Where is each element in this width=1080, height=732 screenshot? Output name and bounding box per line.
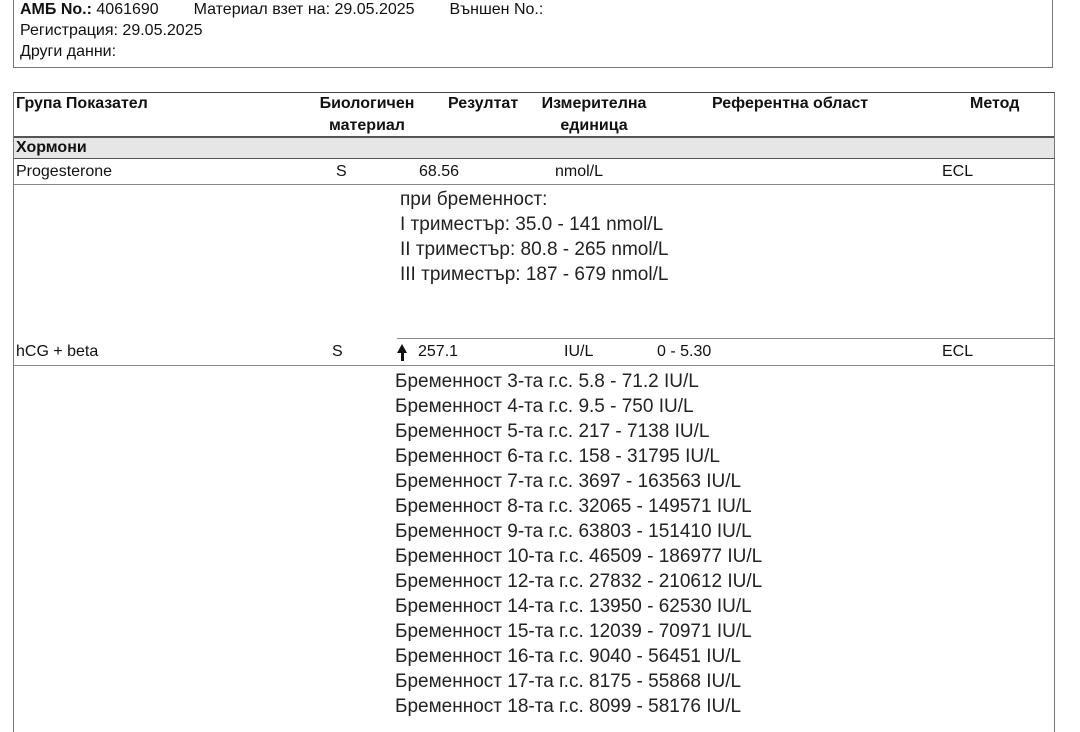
note-line: Бременност 8-та г.с. 32065 - 149571 IU/L <box>395 496 752 517</box>
col-header-group: Група Показател <box>16 95 148 112</box>
registration: Регистрация: 29.05.2025 <box>20 22 203 39</box>
col-header-material-line1: Биологичен <box>319 95 415 112</box>
report-header <box>13 0 1053 68</box>
col-header-material <box>312 93 422 137</box>
note-line: I триместър: 35.0 - 141 nmol/L <box>400 214 664 235</box>
row-result: 68.56 <box>419 163 460 180</box>
note-line: Бременност 12-та г.с. 27832 - 210612 IU/L <box>395 571 763 592</box>
note-line: II триместър: 80.8 - 265 nmol/L <box>400 239 669 260</box>
note-line: Бременност 17-та г.с. 8175 - 55868 IU/L <box>395 671 742 692</box>
row-divider <box>14 184 1054 185</box>
material-taken: Материал взет на: 29.05.2025 <box>193 1 415 18</box>
col-header-method: Метод <box>970 95 1020 112</box>
col-header-reference: Референтна област <box>712 95 869 112</box>
amb-label: АМБ No.: <box>20 1 92 18</box>
row-name: hCG + beta <box>16 343 99 360</box>
row-reference: 0 - 5.30 <box>657 343 712 360</box>
group-row-hormones: Хормони <box>14 136 1054 159</box>
row-divider <box>14 365 1054 366</box>
row-method: ECL <box>942 163 974 180</box>
row-unit: IU/L <box>564 343 594 360</box>
note-line: Бременност 14-та г.с. 13950 - 62530 IU/L <box>395 596 752 617</box>
amb-value: 4061690 <box>96 1 159 18</box>
col-header-unit-line2: единица <box>560 117 628 134</box>
note-line: Бременност 5-та г.с. 217 - 7138 IU/L <box>395 421 710 442</box>
col-header-material-line2: материал <box>329 117 405 134</box>
col-header-unit <box>534 93 654 137</box>
row-divider <box>397 338 1054 339</box>
note-line: Бременност 10-та г.с. 46509 - 186977 IU/L <box>395 546 763 567</box>
note-line: Бременност 9-та г.с. 63803 - 151410 IU/L <box>395 521 752 542</box>
note-line: III триместър: 187 - 679 nmol/L <box>400 264 669 285</box>
note-line: Бременност 18-та г.с. 8099 - 58176 IU/L <box>395 696 742 717</box>
row-unit: nmol/L <box>555 163 604 180</box>
results-table <box>13 92 1055 732</box>
up-arrow-icon <box>396 344 408 362</box>
note-line: при бременност: <box>400 189 548 210</box>
other-data: Други данни: <box>20 43 117 60</box>
header-line-1 <box>20 1 543 19</box>
row-method: ECL <box>942 343 974 360</box>
row-name: Progesterone <box>16 163 113 180</box>
note-line: Бременност 3-та г.с. 5.8 - 71.2 IU/L <box>395 371 699 392</box>
row-material: S <box>336 163 347 180</box>
note-line: Бременност 15-та г.с. 12039 - 70971 IU/L <box>395 621 752 642</box>
note-line: Бременност 7-та г.с. 3697 - 163563 IU/L <box>395 471 742 492</box>
note-line: Бременност 4-та г.с. 9.5 - 750 IU/L <box>395 396 694 417</box>
col-header-unit-line1: Измерителна <box>541 95 647 112</box>
row-result: 257.1 <box>418 343 459 360</box>
row-material: S <box>332 343 343 360</box>
note-line: Бременност 6-та г.с. 158 - 31795 IU/L <box>395 446 720 467</box>
external-no: Външен No.: <box>449 1 544 18</box>
col-header-result: Резултат <box>448 95 519 112</box>
note-line: Бременност 16-та г.с. 9040 - 56451 IU/L <box>395 646 742 667</box>
